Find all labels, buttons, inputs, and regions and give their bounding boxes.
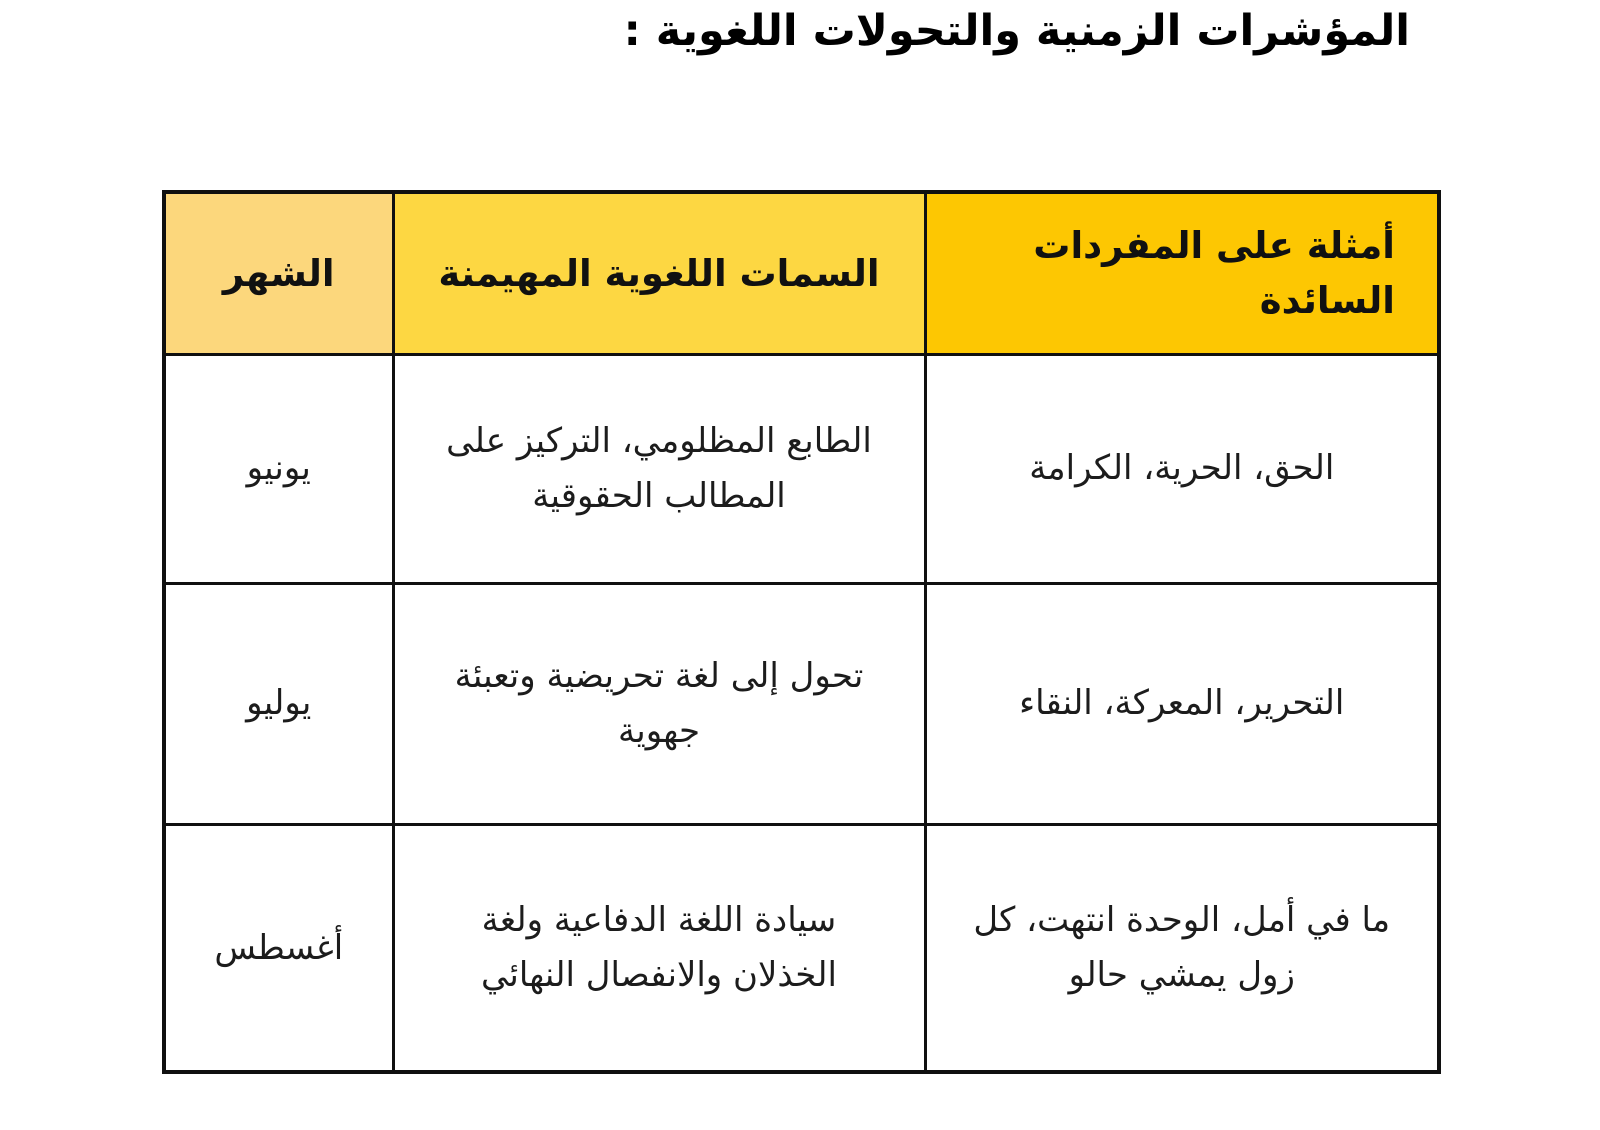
table-row-july — [164, 583, 1439, 824]
language-indicators-table-container — [162, 190, 1441, 1074]
cell-august-examples: ما في أمل، الوحدة انتهت، كل زول يمشي حالو — [925, 824, 1439, 1072]
cell-july-features: تحول إلى لغة تحريضية وتعبئة جهوية — [393, 583, 925, 824]
cell-august-month: أغسطس — [164, 824, 393, 1072]
cell-july-examples: التحرير، المعركة، النقاء — [925, 583, 1439, 824]
column-header-examples: أمثلة على المفردات السائدة — [925, 192, 1439, 354]
language-indicators-table — [162, 190, 1441, 1074]
table-header-row — [164, 192, 1439, 354]
cell-june-features: الطابع المظلومي، التركيز على المطالب الحقوقية — [393, 354, 925, 583]
table-row-june — [164, 354, 1439, 583]
column-header-features: السمات اللغوية المهيمنة — [393, 192, 925, 354]
cell-july-month: يوليو — [164, 583, 393, 824]
cell-august-features: سيادة اللغة الدفاعية ولغة الخذلان والانفصال النهائي — [393, 824, 925, 1072]
column-header-month: الشهر — [164, 192, 393, 354]
cell-june-month: يونيو — [164, 354, 393, 583]
page-title: المؤشرات الزمنية والتحولات اللغوية : — [623, 6, 1410, 56]
cell-june-examples: الحق، الحرية، الكرامة — [925, 354, 1439, 583]
table-row-august — [164, 824, 1439, 1072]
